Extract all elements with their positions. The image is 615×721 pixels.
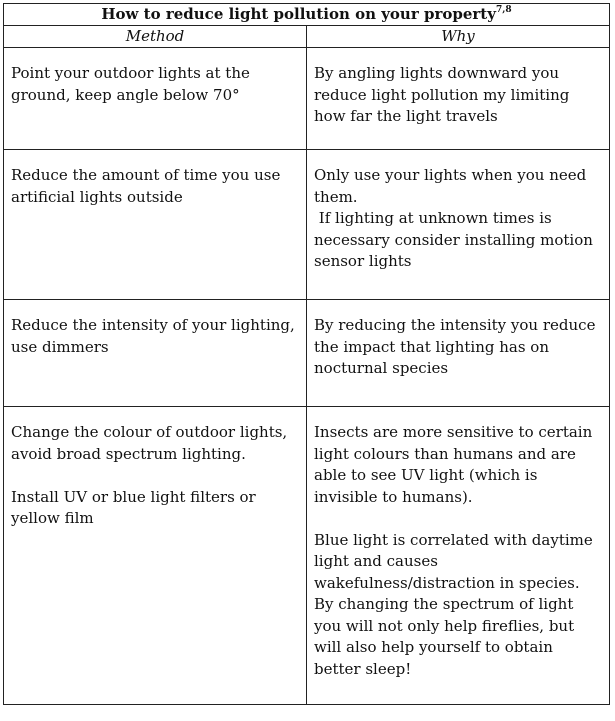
method-text: Reduce the amount of time you use artificial lights outside xyxy=(11,166,281,206)
method-text: Reduce the intensity of your lighting, use dimmers xyxy=(11,316,295,356)
table-row xyxy=(4,407,610,705)
column-header-method: Method xyxy=(4,26,307,48)
table-row xyxy=(4,300,610,407)
why-text: Only use your lights when you need them. xyxy=(314,166,587,206)
table-title xyxy=(4,4,610,26)
why-cell xyxy=(307,150,610,300)
paragraph-gap xyxy=(11,465,299,487)
why-text: Insects are more sensitive to certain light colours than humans and are able to see UV light (which is invisible to humans). xyxy=(314,423,593,506)
table-row xyxy=(4,48,610,150)
why-text: If lighting at unknown times is necessary consider installing motion sensor lights xyxy=(314,209,598,270)
method-cell xyxy=(4,150,307,300)
table-row xyxy=(4,150,610,300)
why-cell xyxy=(307,48,610,150)
method-text: Change the colour of outdoor lights, avoid broad spectrum lighting. xyxy=(11,423,288,463)
method-cell xyxy=(4,407,307,705)
why-cell xyxy=(307,407,610,705)
title-references: 7,8 xyxy=(495,5,512,15)
method-text: Point your outdoor lights at the ground, keep angle below 70° xyxy=(11,64,250,104)
header-row xyxy=(4,26,610,48)
paragraph-gap xyxy=(314,508,602,530)
why-text: By reducing the intensity you reduce the impact that lighting has on nocturnal species xyxy=(314,316,596,377)
column-header-why: Why xyxy=(307,26,610,48)
method-text: Install UV or blue light filters or yellow film xyxy=(11,487,256,527)
why-text: By angling lights downward you reduce light pollution my limiting how far the light travels xyxy=(314,64,570,125)
why-text: Blue light is correlated with daytime light and causes wakefulness/distraction in species. By changing the spectrum of light you will not only help fireflies, but will also help yourself to obtain better sleep! xyxy=(314,530,593,678)
why-cell xyxy=(307,300,610,407)
table-title-text: How to reduce light pollution on your property xyxy=(101,5,496,23)
method-cell xyxy=(4,300,307,407)
title-row xyxy=(4,4,610,26)
light-pollution-table xyxy=(3,3,610,705)
method-cell xyxy=(4,48,307,150)
